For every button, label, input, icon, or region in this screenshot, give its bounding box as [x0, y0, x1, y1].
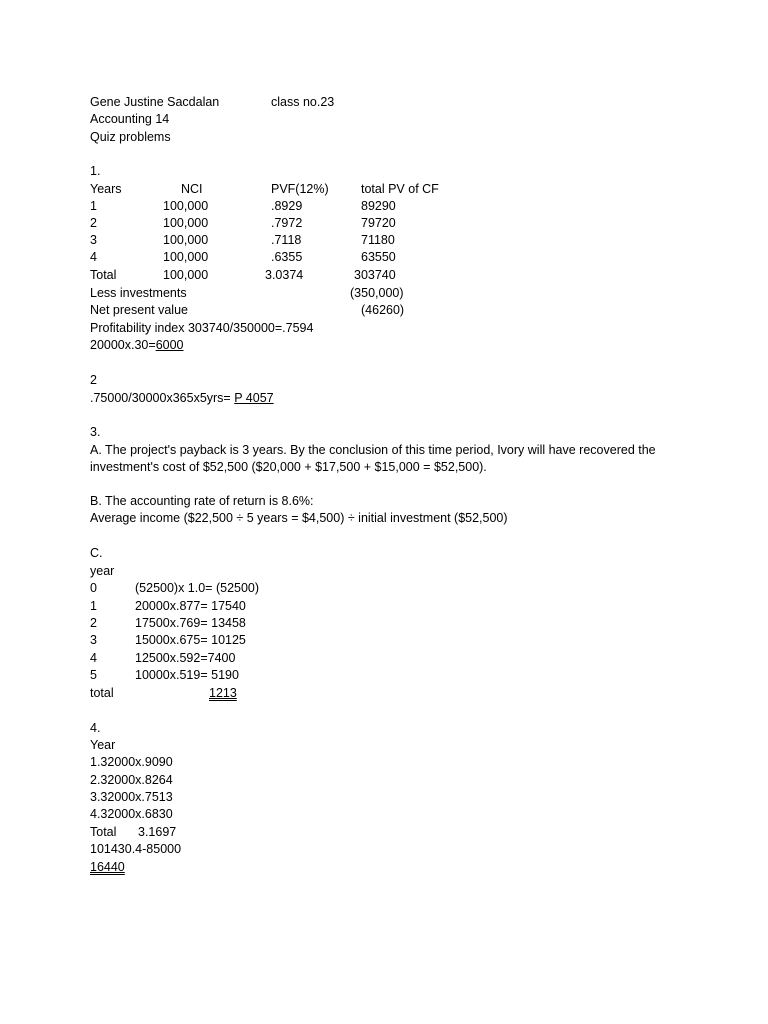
col-header-years: Years	[90, 182, 122, 196]
p3-c-label: C.	[90, 546, 103, 560]
col-header-nci: NCI	[181, 182, 203, 196]
document-title: Quiz problems	[90, 130, 171, 144]
class-number: class no.23	[271, 95, 335, 109]
student-name: Gene Justine Sacdalan	[90, 95, 220, 109]
col-header-pvf: PVF(12%)	[271, 182, 329, 196]
p4-row-2: 2.32000x.8264	[90, 773, 173, 787]
p3-c-row-1-year: 1	[90, 599, 97, 613]
p3-c-row-1-calc: 20000x.877= 17540	[135, 599, 246, 613]
p3-c-row-5-calc: 10000x.519= 5190	[135, 668, 239, 682]
p1-total-pv: 303740	[354, 268, 396, 282]
p1-total-nci: 100,000	[163, 268, 209, 282]
p4-row-1: 1.32000x.9090	[90, 755, 173, 769]
p4-calc: 101430.4-85000	[90, 842, 182, 856]
p4-total-value: 3.1697	[138, 825, 177, 839]
col-header-total-pv: total PV of CF	[361, 182, 439, 196]
problem-1-number: 1.	[90, 164, 101, 178]
p1-row-3-year: 3	[90, 233, 97, 247]
p1-row-1-nci: 100,000	[163, 199, 209, 213]
p3-c-row-3-year: 3	[90, 633, 97, 647]
p1-calc-result: 6000	[155, 338, 184, 352]
less-investments-label: Less investments	[90, 286, 187, 300]
p1-row-3-nci: 100,000	[163, 233, 209, 247]
p1-row-1-year: 1	[90, 199, 97, 213]
p1-total-label: Total	[90, 268, 117, 282]
p1-row-3-pvf: .7118	[271, 233, 302, 247]
p1-row-1-pvf: .8929	[271, 199, 303, 213]
p1-row-2-year: 2	[90, 216, 97, 230]
p1-row-2-pvf: .7972	[271, 216, 303, 230]
p2-calc-prefix: .75000/30000x365x5yrs=	[90, 391, 235, 405]
problem-3-number: 3.	[90, 425, 101, 439]
less-investments-value: (350,000)	[350, 286, 404, 300]
p4-row-4: 4.32000x.6830	[90, 807, 173, 821]
p3-c-row-2-calc: 17500x.769= 13458	[135, 616, 246, 630]
p1-row-3-pv: 71180	[361, 233, 395, 247]
p1-total-pvf: 3.0374	[265, 268, 304, 282]
p3-c-row-0-year: 0	[90, 581, 97, 595]
p3-a-line-2: investment's cost of $52,500 ($20,000 + $17,500 + $15,000 = $52,500).	[90, 460, 487, 474]
p1-row-4-pv: 63550	[361, 250, 396, 264]
p1-row-4-pvf: .6355	[271, 250, 303, 264]
p3-c-row-0-calc: (52500)x 1.0= (52500)	[135, 581, 260, 595]
problem-2-number: 2	[90, 373, 97, 387]
p3-b-line-2: Average income ($22,500 ÷ 5 years = $4,500) ÷ initial investment ($52,500)	[90, 511, 508, 525]
p2-calc-result: P 4057	[234, 391, 274, 405]
p1-row-2-nci: 100,000	[163, 216, 209, 230]
p3-c-year-label: year	[90, 564, 115, 578]
p3-c-total-value: 1213	[209, 686, 237, 700]
npv-label: Net present value	[90, 303, 188, 317]
p4-total-label: Total	[90, 825, 117, 839]
p3-c-row-5-year: 5	[90, 668, 97, 682]
p2-calc	[90, 390, 274, 406]
p4-year-label: Year	[90, 738, 116, 752]
p4-row-3: 3.32000x.7513	[90, 790, 173, 804]
p1-calc	[90, 337, 184, 353]
p3-b-line-1: B. The accounting rate of return is 8.6%:	[90, 494, 314, 508]
p3-a-line-1: A. The project's payback is 3 years. By the conclusion of this time period, Ivory will have recovered the	[90, 443, 656, 457]
p1-row-4-year: 4	[90, 250, 97, 264]
npv-value: (46260)	[361, 303, 405, 317]
p3-c-row-3-calc: 15000x.675= 10125	[135, 633, 246, 647]
p3-c-row-4-calc: 12500x.592=7400	[135, 651, 236, 665]
p1-row-1-pv: 89290	[361, 199, 396, 213]
problem-4-number: 4.	[90, 721, 101, 735]
profitability-index: Profitability index 303740/350000=.7594	[90, 321, 314, 335]
p1-calc-prefix: 20000x.30=	[90, 338, 156, 352]
p3-c-row-2-year: 2	[90, 616, 97, 630]
p1-row-4-nci: 100,000	[163, 250, 209, 264]
p1-row-2-pv: 79720	[361, 216, 396, 230]
course-name: Accounting 14	[90, 112, 170, 126]
p3-c-total-label: total	[90, 686, 114, 700]
p4-result: 16440	[90, 860, 125, 874]
p3-c-row-4-year: 4	[90, 651, 97, 665]
